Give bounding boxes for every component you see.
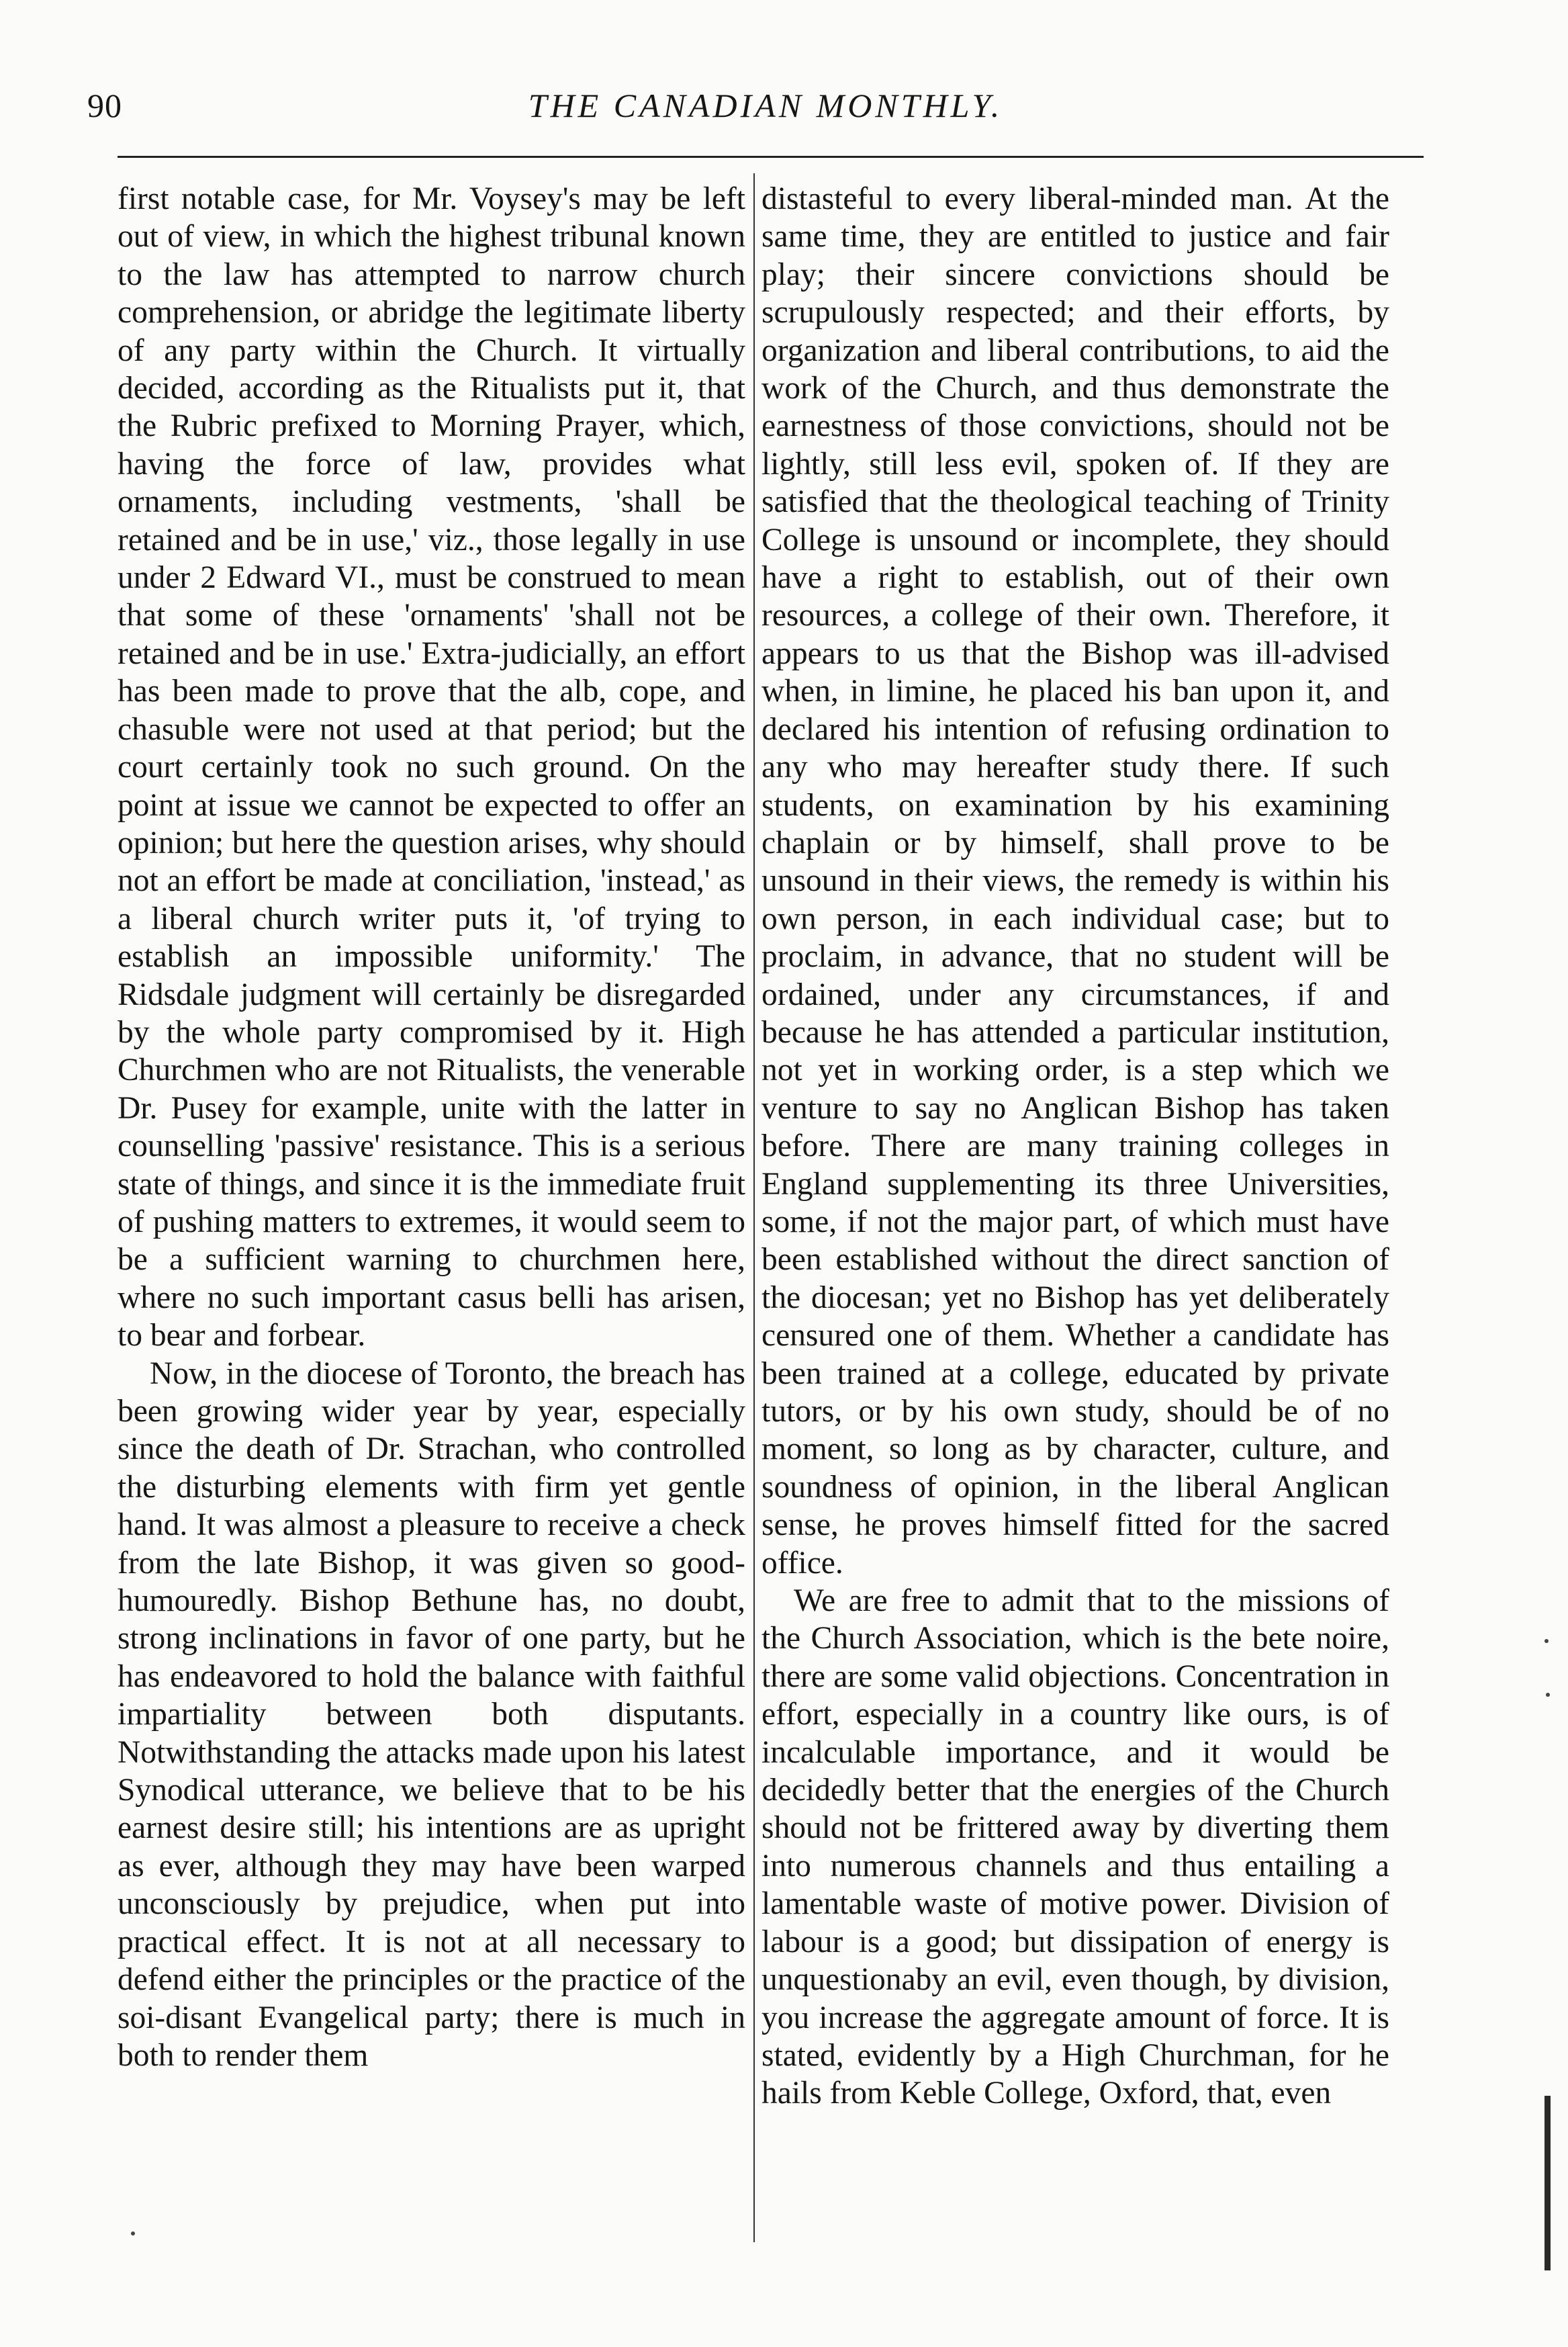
paragraph-diocese-of-toronto: Now, in the diocese of Toronto, the breach has been growing wider year by year, especially since the death of Dr. Strachan, who controlled the disturbing elements with firm yet gentle hand. It was almost a pleasure to receive a check from the late Bishop, it was given so good-humouredly. Bishop Bethune has, no doubt, strong inclinations in favor of one party, but he has endeavored to hold the balance with faithful impartiality between both disputants. Notwithstanding the attacks made upon his latest Synodical utterance, we believe that to be his earnest desire still; his intentions are as upright as ever, although they may have been warped unconsciously by prejudice, when put into practical effect. It is not at all necessary to defend either the principles or the practice of the soi-disant Evangelical party; there is much in both to render them xyxy=(118,1356,745,2073)
paragraph-trinity-college: distasteful to every liberal-minded man. At the same time, they are entitled to justice and fair play; their sincere convictions should be scrupulously respected; and their efforts, by organization and liberal contributions, to aid the work of the Church, and thus demonstrate the earnestness of those convictions, should not be lightly, still less evil, spoken of. If they are satisfied that the theological teaching of Trinity College is unsound or incomplete, they should have a right to establish, out of their own resources, a college of their own. Therefore, it appears to us that the Bishop was ill-advised when, in limine, he placed his ban upon it, and declared his intention of refusing ordination to any who may hereafter study there. If such students, on examination by his examining chaplain or by himself, shall prove to be unsound in their views, the remedy is within his own person, in each individual case; but to proclaim, in advance, that no student will be ordained, under any circumstances, if and because he has attended a particular institution, not yet in working order, is a step which we venture to say no Anglican Bishop has taken before. There are many training colleges in England supplementing its three Universities, some, if not the major part, of which must have been established without the direct sanction of the diocesan; yet no Bishop has yet deliberately censured one of them. Whether a candidate has been trained at a college, educated by private tutors, or by his own study, should be of no moment, so long as by character, culture, and soundness of opinion, in the liberal Anglican sense, he proves himself fitted for the sacred office. xyxy=(762,181,1389,1581)
scan-speck xyxy=(1546,1693,1550,1697)
scan-speck xyxy=(131,2231,135,2235)
page-header xyxy=(87,86,1444,146)
left-column xyxy=(118,180,745,2074)
column-divider xyxy=(753,173,755,2242)
page-number: 90 xyxy=(87,87,122,124)
paragraph-casus-belli: first notable case, for Mr. Voysey's may be left out of view, in which the highest tribunal known to the law has attempted to narrow church comprehension, or abridge the legitimate liberty of any party within the Church. It virtually decided, according as the Ritualists put it, that the Rubric prefixed to Morning Prayer, which, having the force of law, provides what ornaments, including vestments, 'shall be retained and be in use,' viz., those legally in use under 2 Edward VI., must be construed to mean that some of these 'ornaments' 'shall not be retained and be in use.' Extra-judicially, an effort has been made to prove that the alb, cope, and chasuble were not used at that period; but the court certainly took no such ground. On the point at issue we cannot be expected to offer an opinion; but here the question arises, why should not an effort be made at conciliation, 'instead,' as a liberal church writer puts it, 'of trying to establish an impossible uniformity.' The Ridsdale judgment will certainly be disregarded by the whole party compromised by it. High Churchmen who are not Ritualists, the venerable Dr. Pusey for example, unite with the latter in counselling 'passive' resistance. This is a serious state of things, and since it is the immediate fruit of pushing matters to extremes, it would seem to be a sufficient warning to churchmen here, where no such important casus belli has arisen, to bear and forbear. xyxy=(118,181,745,1354)
paragraph-church-association: We are free to admit that to the missions of the Church Association, which is the bete noire, there are some valid objections. Concentration in effort, especially in a country like ours, is of incalculable importance, and it would be decidedly better that the energies of the Church should not be frittered away by diverting them into numerous channels and thus entailing a lamentable waste of motive power. Division of labour is a good; but dissipation of energy is unquestionaby an evil, even though, by division, you increase the aggregate amount of force. It is stated, evidently by a High Churchman, for he hails from Keble College, Oxford, that, even xyxy=(762,1583,1389,2111)
header-rule xyxy=(118,156,1424,158)
running-title: THE CANADIAN MONTHLY. xyxy=(528,87,1003,124)
scan-margin-mark xyxy=(1544,2096,1551,2270)
right-column xyxy=(762,180,1389,2113)
scan-speck xyxy=(1544,1639,1549,1643)
